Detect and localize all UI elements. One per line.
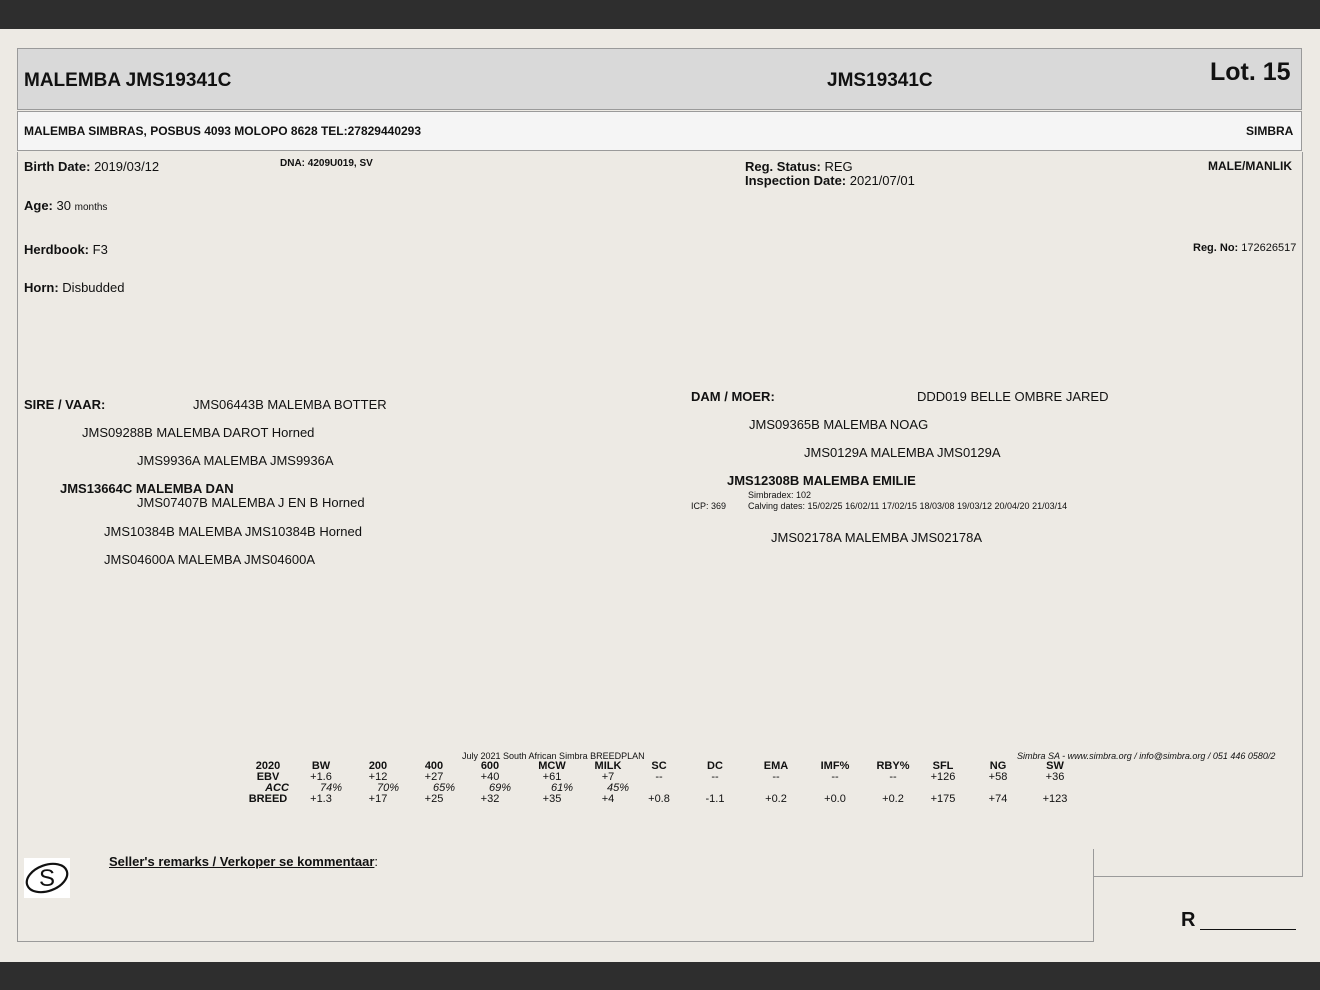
card-frame (17, 152, 1093, 942)
breedplan-ebv-cell: +61 (542, 771, 562, 783)
breedplan-ebv-cell: +1.6 (310, 771, 332, 783)
dam-sire-dam: JMS0129A MALEMBA JMS0129A (804, 445, 1001, 460)
breedplan-headers-cell: NG (989, 760, 1007, 772)
breedplan-headers-cell: 2020 (255, 760, 281, 772)
sire-sire-dam: JMS9936A MALEMBA JMS9936A (137, 453, 334, 468)
breedplan-headers-cell: EMA (763, 760, 789, 772)
animal-id: JMS19341C (827, 70, 933, 91)
breedplan-ebv-cell: +126 (930, 771, 956, 783)
sire-label: SIRE / VAAR: (24, 397, 106, 412)
price-line[interactable] (1200, 929, 1296, 930)
sire-dam-dam: JMS04600A MALEMBA JMS04600A (104, 552, 316, 567)
breedplan-headers-cell: IMF% (820, 760, 850, 772)
breedplan-ebv-cell: -- (711, 771, 719, 783)
sire-dam-sire: JMS07407B MALEMBA J EN B Horned (137, 495, 365, 510)
herdbook-value: F3 (92, 242, 108, 257)
dam-sire-sire: DDD019 BELLE OMBRE JARED (917, 389, 1109, 404)
breedplan-headers-cell: SW (1046, 760, 1064, 772)
breedplan-breed-cell: +1.3 (310, 793, 332, 805)
inspection-date-label: Inspection Date: (745, 173, 847, 188)
breedplan-acc-cell: ACC (265, 782, 289, 794)
breedplan-title: July 2021 South African Simbra BREEDPLAN (462, 751, 645, 761)
breedplan-acc-cell: 45% (606, 782, 630, 794)
inspection-date-value: 2021/07/01 (849, 173, 915, 188)
breedplan-ebv-cell: +12 (368, 771, 388, 783)
reg-no (1193, 242, 1296, 254)
horn-value: Disbudded (62, 280, 125, 295)
breedplan-breed-cell: +123 (1042, 793, 1068, 805)
card-frame-divider (1093, 849, 1094, 942)
dam-sire: JMS09365B MALEMBA NOAG (749, 417, 929, 432)
breedplan-acc-cell: 65% (432, 782, 456, 794)
reg-status (745, 159, 853, 174)
icp: ICP: 369 (691, 501, 727, 511)
age-value: 30 (56, 198, 71, 213)
price-currency: R (1181, 909, 1196, 931)
breedplan-acc-cell: 61% (550, 782, 574, 794)
dam-dam: JMS02178A MALEMBA JMS02178A (771, 530, 983, 545)
breedplan-breed-cell: +4 (601, 793, 615, 805)
breedplan-breed-cell: +0.2 (765, 793, 787, 805)
dam: JMS12308B MALEMBA EMILIE (727, 473, 916, 488)
breedplan-ebv-cell: -- (831, 771, 839, 783)
breedplan-ebv-cell: +58 (988, 771, 1008, 783)
birth-date-value: 2019/03/12 (94, 159, 160, 174)
birth-date-label: Birth Date: (24, 159, 91, 174)
breedplan-acc-cell: 74% (319, 782, 343, 794)
seller-remarks (109, 854, 378, 869)
breedplan-headers-cell: SC (651, 760, 667, 772)
horn-label: Horn: (24, 280, 59, 295)
breedplan-headers-cell: MCW (538, 760, 566, 772)
herdbook (24, 242, 108, 257)
breedplan-ebv-cell: -- (772, 771, 780, 783)
breedplan-ebv-cell: -- (655, 771, 663, 783)
horn (24, 280, 124, 295)
inspection-date (745, 173, 915, 188)
breedplan-headers-cell: RBY% (876, 760, 910, 772)
breedplan-breed-cell: +32 (480, 793, 500, 805)
sex: MALE/MANLIK (1208, 159, 1292, 173)
sire-dam: JMS10384B MALEMBA JMS10384B Horned (104, 524, 362, 539)
dna-info: DNA: 4209U019, SV (280, 158, 373, 169)
breedplan-breed-cell: +0.8 (648, 793, 670, 805)
simbra-logo (24, 858, 70, 898)
breedplan-headers-cell: 600 (480, 760, 500, 772)
card-frame-right (1302, 152, 1303, 877)
breedplan-breed-cell: +0.2 (882, 793, 904, 805)
age-label: Age: (24, 198, 53, 213)
simbra-logo-icon (24, 858, 70, 898)
age-unit: months (74, 202, 108, 213)
breedplan-headers-cell: MILK (594, 760, 622, 772)
breedplan-ebv-cell: +40 (480, 771, 500, 783)
dam-label: DAM / MOER: (691, 389, 775, 404)
seller-remarks-label: Seller's remarks / Verkoper se kommentaar (109, 854, 375, 869)
breedplan-breed-cell: +25 (424, 793, 444, 805)
sire: JMS13664C MALEMBA DAN (60, 481, 234, 496)
breedplan-ebv-cell: +27 (424, 771, 444, 783)
sire-sire-sire: JMS06443B MALEMBA BOTTER (193, 397, 387, 412)
breedplan-ebv-cell: +36 (1045, 771, 1065, 783)
breedplan-ebv-cell: -- (889, 771, 897, 783)
breedplan-breed-cell: +35 (542, 793, 562, 805)
animal-title: MALEMBA JMS19341C (24, 70, 232, 91)
breedplan-headers-cell: 400 (424, 760, 444, 772)
breedplan-acc-cell: 69% (488, 782, 512, 794)
breedplan-breed-cell: +17 (368, 793, 388, 805)
breeder-info: MALEMBA SIMBRAS, POSBUS 4093 MOLOPO 8628 TEL:27829440293 (24, 124, 422, 138)
reg-no-value: 172626517 (1241, 242, 1297, 254)
reg-status-value: REG (824, 159, 853, 174)
sire-sire: JMS09288B MALEMBA DAROT Horned (82, 425, 315, 440)
lot-number: Lot. 15 (1210, 58, 1291, 86)
breedplan-headers-cell: BW (311, 760, 331, 772)
breedplan-breed-cell: -1.1 (705, 793, 725, 805)
svg-text:S: S (38, 865, 56, 892)
reg-no-label: Reg. No: (1193, 242, 1239, 254)
age (24, 198, 107, 213)
calving-dates: Calving dates: 15/02/25 16/02/11 17/02/15 18/03/08 19/03/12 20/04/20 21/03/14 (748, 501, 1068, 511)
page-background (0, 29, 1320, 962)
simbradex: Simbradex: 102 (748, 490, 812, 500)
seller-remarks-colon: : (374, 854, 379, 869)
breedplan-acc-cell: 70% (376, 782, 400, 794)
birth-date (24, 159, 159, 174)
breedplan-breed-cell: +175 (930, 793, 956, 805)
breedplan-headers-cell: 200 (368, 760, 388, 772)
breedplan-headers-cell: SFL (932, 760, 954, 772)
reg-status-label: Reg. Status: (745, 159, 821, 174)
herdbook-label: Herdbook: (24, 242, 89, 257)
breedplan-breed-cell: +74 (988, 793, 1008, 805)
breedplan-breed-cell: +0.0 (824, 793, 846, 805)
breedplan-ebv-cell: +7 (601, 771, 615, 783)
breedplan-headers-cell: DC (707, 760, 723, 772)
breedplan-breed-cell: BREED (248, 793, 288, 805)
breedplan-ebv-cell: EBV (256, 771, 280, 783)
card-frame-bottom (1093, 876, 1302, 877)
breedplan-contact: Simbra SA - www.simbra.org / info@simbra.org / 051 446 0580/2 (1017, 751, 1276, 761)
breed-name: SIMBRA (1246, 124, 1294, 138)
